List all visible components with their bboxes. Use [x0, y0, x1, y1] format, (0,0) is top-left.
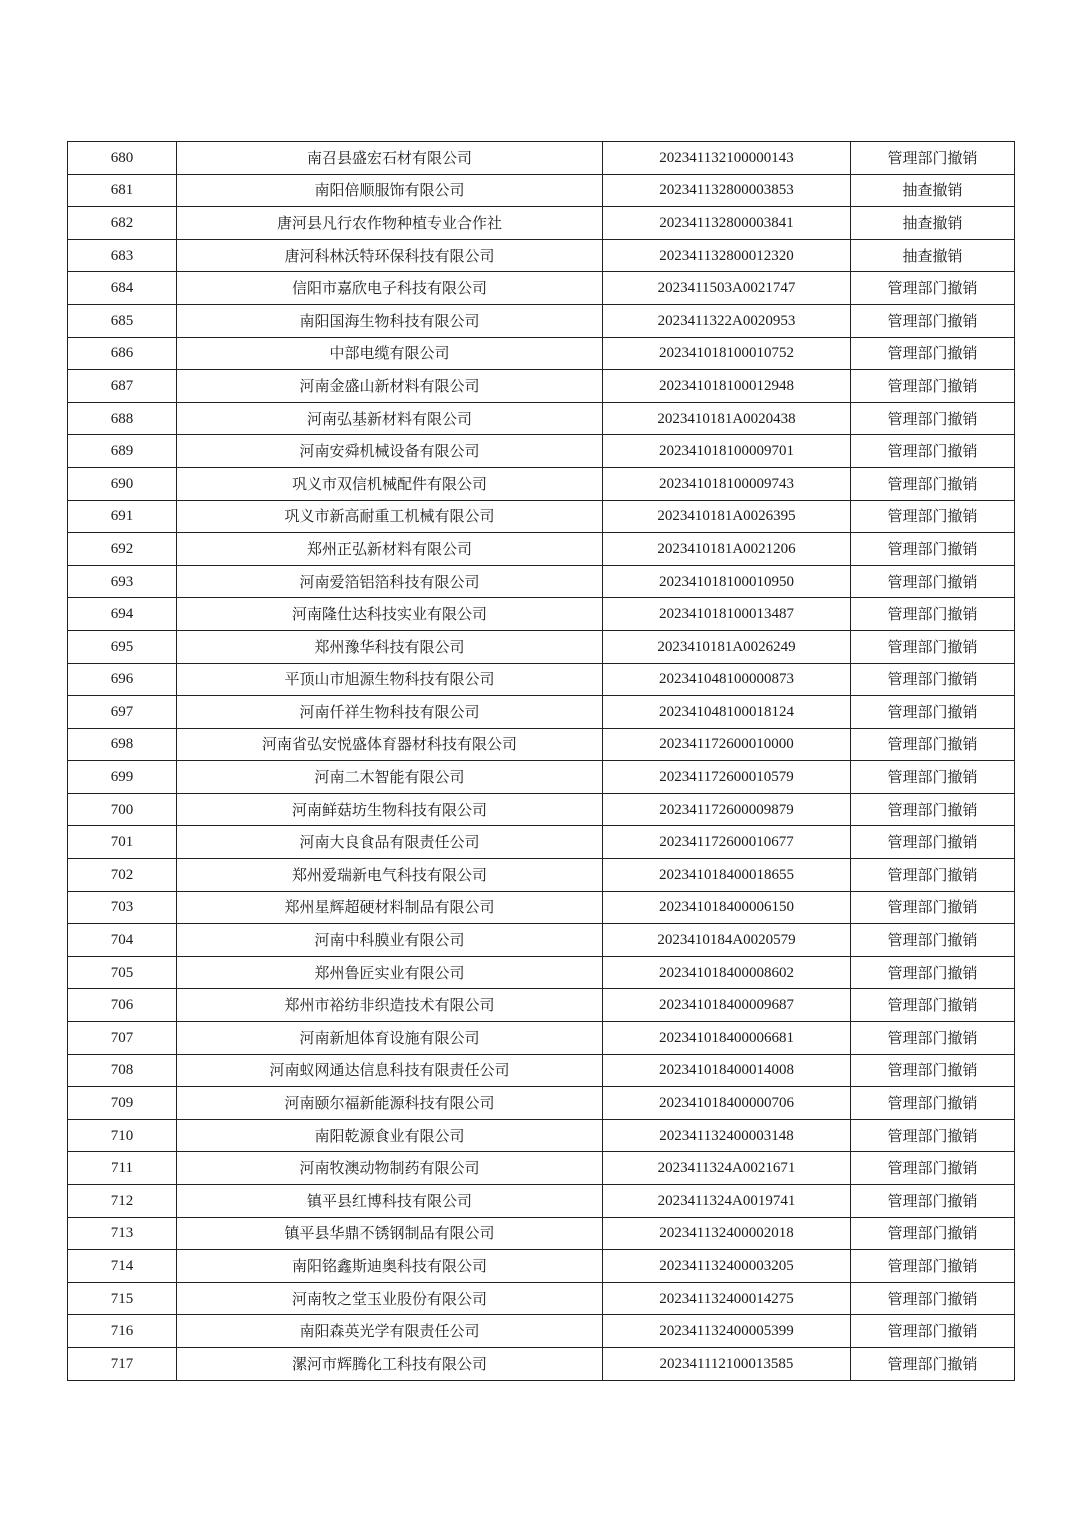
registration-code: 2023410184A0020579 [603, 924, 851, 957]
company-name: 漯河市辉腾化工科技有限公司 [177, 1347, 603, 1380]
revocation-type: 管理部门撤销 [851, 1217, 1015, 1250]
table-row [68, 1217, 1015, 1250]
table-row [68, 1087, 1015, 1120]
registration-code: 202341132400003205 [603, 1250, 851, 1283]
registration-code: 202341048100000873 [603, 663, 851, 696]
row-number: 712 [68, 1185, 177, 1218]
row-number: 700 [68, 793, 177, 826]
registration-code: 202341132400002018 [603, 1217, 851, 1250]
table-row [68, 1282, 1015, 1315]
company-name: 南阳森英光学有限责任公司 [177, 1315, 603, 1348]
table-row [68, 891, 1015, 924]
table-row [68, 1347, 1015, 1380]
revocation-type: 管理部门撤销 [851, 1315, 1015, 1348]
revocation-type: 管理部门撤销 [851, 826, 1015, 859]
registration-code: 202341018400018655 [603, 859, 851, 892]
registration-code: 202341018100010950 [603, 565, 851, 598]
row-number: 692 [68, 533, 177, 566]
row-number: 682 [68, 207, 177, 240]
registration-code: 202341018100009743 [603, 467, 851, 500]
table-row [68, 1054, 1015, 1087]
table-row [68, 207, 1015, 240]
table-row [68, 533, 1015, 566]
revocation-type: 管理部门撤销 [851, 1119, 1015, 1152]
company-name: 河南省弘安悦盛体育器材科技有限公司 [177, 728, 603, 761]
row-number: 706 [68, 989, 177, 1022]
registration-code: 202341112100013585 [603, 1347, 851, 1380]
revocation-type: 管理部门撤销 [851, 1087, 1015, 1120]
table-row [68, 989, 1015, 1022]
table-row [68, 1152, 1015, 1185]
row-number: 699 [68, 761, 177, 794]
table-row [68, 1250, 1015, 1283]
revocation-type: 管理部门撤销 [851, 402, 1015, 435]
revocation-type: 管理部门撤销 [851, 1185, 1015, 1218]
revocation-type: 管理部门撤销 [851, 435, 1015, 468]
registration-code: 202341018400014008 [603, 1054, 851, 1087]
table-row [68, 565, 1015, 598]
company-name: 河南新旭体育设施有限公司 [177, 1022, 603, 1055]
table-row [68, 696, 1015, 729]
table-row [68, 435, 1015, 468]
table-row [68, 1022, 1015, 1055]
row-number: 717 [68, 1347, 177, 1380]
table-row [68, 793, 1015, 826]
row-number: 686 [68, 337, 177, 370]
company-name: 河南二木智能有限公司 [177, 761, 603, 794]
row-number: 702 [68, 859, 177, 892]
registration-code: 202341172600010579 [603, 761, 851, 794]
row-number: 716 [68, 1315, 177, 1348]
row-number: 698 [68, 728, 177, 761]
table-row [68, 663, 1015, 696]
registration-code: 2023411503A0021747 [603, 272, 851, 305]
registration-code: 2023410181A0021206 [603, 533, 851, 566]
table-row [68, 761, 1015, 794]
table-row [68, 630, 1015, 663]
company-name: 郑州市裕纺非织造技术有限公司 [177, 989, 603, 1022]
company-name: 平顶山市旭源生物科技有限公司 [177, 663, 603, 696]
revocation-type: 抽查撤销 [851, 207, 1015, 240]
revocation-type: 管理部门撤销 [851, 728, 1015, 761]
revocation-type: 抽查撤销 [851, 239, 1015, 272]
table-row [68, 174, 1015, 207]
company-name: 信阳市嘉欣电子科技有限公司 [177, 272, 603, 305]
revocation-type: 管理部门撤销 [851, 793, 1015, 826]
registration-code: 202341132800003853 [603, 174, 851, 207]
table-row [68, 304, 1015, 337]
row-number: 696 [68, 663, 177, 696]
row-number: 697 [68, 696, 177, 729]
revocation-type: 抽查撤销 [851, 174, 1015, 207]
revocation-type: 管理部门撤销 [851, 1282, 1015, 1315]
revocation-type: 管理部门撤销 [851, 891, 1015, 924]
company-name: 河南蚁网通达信息科技有限责任公司 [177, 1054, 603, 1087]
row-number: 705 [68, 956, 177, 989]
registration-code: 202341132800003841 [603, 207, 851, 240]
table-row [68, 1315, 1015, 1348]
table-row [68, 924, 1015, 957]
company-name: 河南中科膜业有限公司 [177, 924, 603, 957]
registration-code: 202341018400006681 [603, 1022, 851, 1055]
company-name: 镇平县华鼎不锈钢制品有限公司 [177, 1217, 603, 1250]
row-number: 715 [68, 1282, 177, 1315]
row-number: 709 [68, 1087, 177, 1120]
company-name: 河南鲜菇坊生物科技有限公司 [177, 793, 603, 826]
company-name: 巩义市双信机械配件有限公司 [177, 467, 603, 500]
table-row [68, 337, 1015, 370]
revocation-type: 管理部门撤销 [851, 696, 1015, 729]
registration-code: 2023410181A0020438 [603, 402, 851, 435]
row-number: 701 [68, 826, 177, 859]
revocation-type: 管理部门撤销 [851, 1347, 1015, 1380]
registration-code: 202341018100012948 [603, 370, 851, 403]
company-name: 河南隆仕达科技实业有限公司 [177, 598, 603, 631]
table-row [68, 728, 1015, 761]
registration-code: 202341018400009687 [603, 989, 851, 1022]
row-number: 713 [68, 1217, 177, 1250]
row-number: 694 [68, 598, 177, 631]
row-number: 690 [68, 467, 177, 500]
row-number: 714 [68, 1250, 177, 1283]
revocation-type: 管理部门撤销 [851, 1250, 1015, 1283]
registration-code: 202341132100000143 [603, 142, 851, 175]
revocation-type: 管理部门撤销 [851, 956, 1015, 989]
revocation-type: 管理部门撤销 [851, 1022, 1015, 1055]
row-number: 707 [68, 1022, 177, 1055]
table-row [68, 142, 1015, 175]
registration-code: 2023410181A0026249 [603, 630, 851, 663]
row-number: 680 [68, 142, 177, 175]
company-name: 河南安舜机械设备有限公司 [177, 435, 603, 468]
row-number: 691 [68, 500, 177, 533]
revocation-type: 管理部门撤销 [851, 859, 1015, 892]
registration-code: 202341132400014275 [603, 1282, 851, 1315]
company-name: 河南颐尔福新能源科技有限公司 [177, 1087, 603, 1120]
company-name: 南阳铭鑫斯迪奥科技有限公司 [177, 1250, 603, 1283]
row-number: 710 [68, 1119, 177, 1152]
company-name: 唐河县凡行农作物种植专业合作社 [177, 207, 603, 240]
company-name: 郑州豫华科技有限公司 [177, 630, 603, 663]
table-row [68, 859, 1015, 892]
registration-code: 2023410181A0026395 [603, 500, 851, 533]
revocation-type: 管理部门撤销 [851, 304, 1015, 337]
revocation-type: 管理部门撤销 [851, 467, 1015, 500]
revocation-type: 管理部门撤销 [851, 142, 1015, 175]
table-body [68, 142, 1015, 1381]
row-number: 687 [68, 370, 177, 403]
company-name: 河南牧澳动物制药有限公司 [177, 1152, 603, 1185]
registration-code: 202341018400006150 [603, 891, 851, 924]
company-name: 巩义市新高耐重工机械有限公司 [177, 500, 603, 533]
row-number: 693 [68, 565, 177, 598]
table-row [68, 826, 1015, 859]
row-number: 685 [68, 304, 177, 337]
row-number: 711 [68, 1152, 177, 1185]
table-row [68, 272, 1015, 305]
table-row [68, 956, 1015, 989]
registration-code: 2023411322A0020953 [603, 304, 851, 337]
registration-code: 2023411324A0019741 [603, 1185, 851, 1218]
registration-code: 202341048100018124 [603, 696, 851, 729]
revocation-type: 管理部门撤销 [851, 989, 1015, 1022]
registration-code: 202341132400005399 [603, 1315, 851, 1348]
revocation-type: 管理部门撤销 [851, 337, 1015, 370]
table-row [68, 1119, 1015, 1152]
revocation-type: 管理部门撤销 [851, 924, 1015, 957]
company-name: 南阳乾源食业有限公司 [177, 1119, 603, 1152]
row-number: 703 [68, 891, 177, 924]
company-name: 河南金盛山新材料有限公司 [177, 370, 603, 403]
company-name: 郑州爱瑞新电气科技有限公司 [177, 859, 603, 892]
registration-code: 202341172600009879 [603, 793, 851, 826]
revocation-type: 管理部门撤销 [851, 533, 1015, 566]
revocation-type: 管理部门撤销 [851, 500, 1015, 533]
company-name: 河南牧之堂玉业股份有限公司 [177, 1282, 603, 1315]
revocation-type: 管理部门撤销 [851, 761, 1015, 794]
row-number: 695 [68, 630, 177, 663]
revocation-type: 管理部门撤销 [851, 598, 1015, 631]
company-name: 河南弘基新材料有限公司 [177, 402, 603, 435]
company-name: 镇平县红博科技有限公司 [177, 1185, 603, 1218]
revocation-type: 管理部门撤销 [851, 663, 1015, 696]
company-name: 唐河科林沃特环保科技有限公司 [177, 239, 603, 272]
registration-code: 202341172600010000 [603, 728, 851, 761]
table-row [68, 239, 1015, 272]
row-number: 684 [68, 272, 177, 305]
table-row [68, 370, 1015, 403]
registration-code: 202341018400000706 [603, 1087, 851, 1120]
company-name: 郑州鲁匠实业有限公司 [177, 956, 603, 989]
row-number: 683 [68, 239, 177, 272]
company-name: 南阳国海生物科技有限公司 [177, 304, 603, 337]
company-name: 郑州星辉超硬材料制品有限公司 [177, 891, 603, 924]
company-name: 南召县盛宏石材有限公司 [177, 142, 603, 175]
registration-code: 202341132400003148 [603, 1119, 851, 1152]
company-name: 河南大良食品有限责任公司 [177, 826, 603, 859]
revocation-type: 管理部门撤销 [851, 565, 1015, 598]
company-name: 南阳倍顺服饰有限公司 [177, 174, 603, 207]
revocation-type: 管理部门撤销 [851, 1152, 1015, 1185]
company-name: 河南仟祥生物科技有限公司 [177, 696, 603, 729]
row-number: 689 [68, 435, 177, 468]
revocation-type: 管理部门撤销 [851, 1054, 1015, 1087]
revocation-type: 管理部门撤销 [851, 370, 1015, 403]
registration-code: 202341018100013487 [603, 598, 851, 631]
table-row [68, 500, 1015, 533]
table-row [68, 598, 1015, 631]
revocation-type: 管理部门撤销 [851, 630, 1015, 663]
registration-code: 202341018100009701 [603, 435, 851, 468]
company-name: 郑州正弘新材料有限公司 [177, 533, 603, 566]
registration-code: 202341018100010752 [603, 337, 851, 370]
row-number: 704 [68, 924, 177, 957]
table-row [68, 1185, 1015, 1218]
revocation-table [67, 141, 1015, 1381]
company-name: 河南爱箔铝箔科技有限公司 [177, 565, 603, 598]
row-number: 681 [68, 174, 177, 207]
registration-code: 202341132800012320 [603, 239, 851, 272]
table-row [68, 402, 1015, 435]
row-number: 708 [68, 1054, 177, 1087]
company-name: 中部电缆有限公司 [177, 337, 603, 370]
table-row [68, 467, 1015, 500]
registration-code: 202341172600010677 [603, 826, 851, 859]
revocation-type: 管理部门撤销 [851, 272, 1015, 305]
row-number: 688 [68, 402, 177, 435]
registration-code: 2023411324A0021671 [603, 1152, 851, 1185]
registration-code: 202341018400008602 [603, 956, 851, 989]
